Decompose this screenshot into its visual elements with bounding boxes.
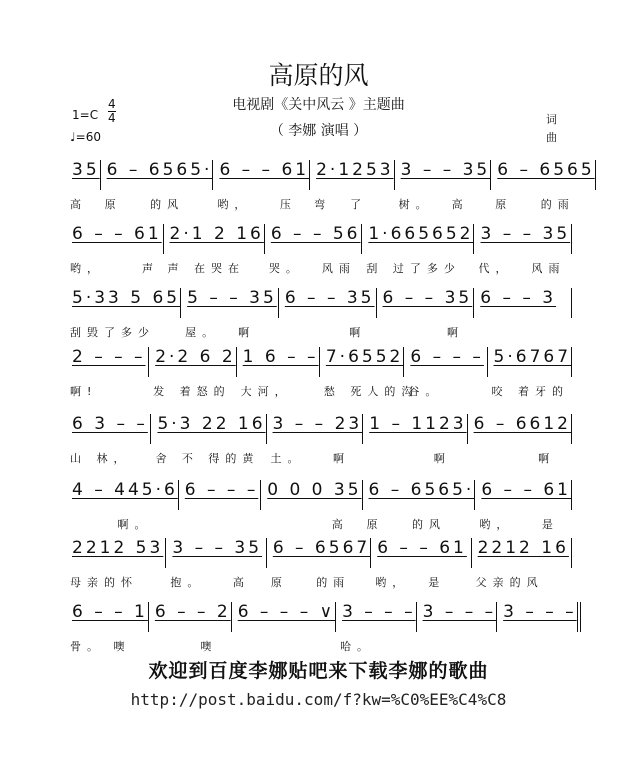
staff-line	[66, 288, 572, 339]
measure-notes: 6 – – 3	[480, 288, 557, 308]
song-title: 高原的风	[268, 61, 369, 90]
measure	[66, 288, 181, 339]
measure-lyrics: 母亲的怀	[70, 576, 138, 589]
measure-notes: 6 – – 1	[72, 602, 148, 622]
measure	[149, 347, 236, 398]
measure	[377, 288, 475, 339]
measure-lyrics: 原 的风	[366, 518, 447, 531]
measure-notes: 3 – – –	[503, 602, 577, 622]
measure-lyrics: 哟， 是	[479, 518, 559, 531]
measure-lyrics: 高	[265, 518, 349, 531]
measure	[497, 602, 581, 632]
measure-lyrics: 弯 了	[314, 198, 368, 211]
measure	[261, 480, 362, 531]
forum-url[interactable]: http://post.baidu.com/f?kw=%C0%EE%C4%C8	[130, 690, 507, 709]
measure-notes: 5·6767	[493, 347, 572, 367]
measure	[151, 414, 266, 465]
singer: （ 李娜 演唱 ）	[269, 123, 368, 139]
measure	[468, 414, 572, 465]
measure	[267, 538, 371, 589]
measure-notes: 3 – – 35	[172, 538, 263, 558]
measure-lyrics: 啊!	[70, 385, 98, 398]
measure	[164, 224, 265, 275]
measure	[181, 288, 279, 339]
measure-notes: 6 – 6612	[473, 414, 571, 434]
measure-lyrics: 啊	[367, 452, 451, 465]
measure	[66, 160, 101, 211]
time-signature	[108, 98, 116, 125]
measure-notes: 5·33 5 65	[72, 288, 181, 308]
measure-lyrics: 大河，	[240, 385, 292, 398]
measure-lyrics: 代， 风雨	[478, 262, 566, 275]
measure-lyrics: 屋。 啊	[185, 326, 256, 339]
measure-notes: 2212 16	[477, 538, 569, 558]
measure-notes: 6 – – 56	[270, 224, 361, 244]
time-top: 4	[108, 97, 116, 111]
measure-lyrics: 哟， 是	[375, 576, 446, 589]
measure-notes: 6 – 6567	[272, 538, 371, 558]
measure-lyrics: 愁 死人的沟	[323, 385, 419, 398]
measure	[404, 347, 487, 398]
measure	[66, 414, 151, 465]
measure-lyrics: 山 林，	[70, 452, 131, 465]
staff-line	[66, 414, 572, 465]
measure-notes: 3 – – 35	[400, 160, 491, 180]
measure-notes: 2·1 2 16	[169, 224, 264, 244]
measure	[66, 538, 166, 589]
measure-lyrics: 噢	[152, 640, 218, 653]
measure-lyrics: 高	[70, 198, 87, 211]
measure-notes: 5·3 22 16	[157, 414, 266, 434]
measure	[488, 347, 572, 398]
measure-lyrics: 原 的风	[104, 198, 185, 211]
staff-line	[66, 224, 572, 275]
staff-line	[66, 602, 577, 653]
measure-lyrics: 原 的雨	[270, 576, 351, 589]
measure	[213, 160, 310, 211]
measure-lyrics: 哟， 压	[217, 198, 297, 211]
credits	[546, 111, 557, 147]
measure	[237, 347, 320, 398]
measure	[267, 414, 364, 465]
measure-notes: 3 – – 35	[480, 224, 571, 244]
measure-lyrics: 父亲的风	[475, 576, 544, 589]
measure-lyrics: 谷。	[408, 385, 443, 398]
measure-notes: 3 – – –	[342, 602, 416, 622]
lyricist-label: 词	[546, 113, 557, 126]
measure	[363, 414, 467, 465]
measure-notes: 1·665652	[368, 224, 474, 244]
measure-notes: 6 – – – ∨	[237, 602, 336, 622]
staff-line	[66, 347, 572, 398]
measure	[336, 602, 417, 653]
tempo-marking: ♩=60	[70, 130, 101, 144]
measure-lyrics: 抱。 高	[170, 576, 250, 589]
measure	[232, 602, 336, 632]
measure-notes: 6 – – 35	[382, 288, 473, 308]
measure-notes: 6 3 – –	[72, 414, 148, 434]
measure-lyrics: 咬 着牙的	[491, 385, 570, 398]
measure	[66, 602, 149, 653]
measure-lyrics: 刮毁了多少	[70, 326, 155, 339]
measure	[474, 288, 572, 318]
composer-label: 曲	[546, 131, 557, 144]
measure-lyrics: 发 着怒的	[153, 385, 231, 398]
measure	[363, 480, 476, 531]
time-bottom: 4	[108, 111, 116, 125]
measure	[491, 160, 595, 211]
measure-notes: 6 – 6565·	[368, 480, 475, 500]
measure-notes: 6 – – 35	[284, 288, 375, 308]
measure-notes: 2·2 6 2	[155, 347, 236, 367]
measure-lyrics: 啊	[471, 452, 556, 465]
measure	[371, 538, 471, 589]
measure-notes: 7·6552	[325, 347, 404, 367]
measure	[417, 602, 498, 632]
measure-lyrics: 啊	[282, 326, 367, 339]
measure	[166, 538, 266, 589]
measure	[475, 480, 572, 531]
measure	[310, 160, 394, 211]
staff-line	[66, 160, 595, 211]
measure-lyrics: 原 的雨	[495, 198, 575, 211]
measure	[149, 602, 232, 653]
staff-line	[66, 538, 572, 589]
measure-notes: 6 – – 61	[481, 480, 571, 500]
measure-notes: 6 – – –	[184, 480, 259, 500]
measure-lyrics: 啊。	[70, 518, 152, 531]
measure-lyrics: 土。 啊	[270, 452, 351, 465]
measure	[395, 160, 492, 211]
measure-notes: 5 – – 35	[187, 288, 277, 308]
measure	[66, 480, 179, 531]
measure	[265, 224, 363, 275]
measure	[66, 224, 164, 275]
measure-lyrics: 舍 不 得的黄	[155, 452, 260, 465]
measure-lyrics: 哈。	[340, 640, 375, 653]
measure-notes: 1 6 – –	[242, 347, 319, 367]
measure	[362, 224, 474, 275]
measure-notes: 2212 53	[72, 538, 164, 558]
measure-lyrics: 树。 高	[398, 198, 469, 211]
measure-notes: 6 – – 2	[154, 602, 231, 622]
measure	[101, 160, 214, 211]
measure-notes: 6 – – –	[410, 347, 484, 367]
measure-notes: 6 – 6565·	[106, 160, 213, 180]
measure-notes: 1 – 1123	[369, 414, 467, 434]
measure-lyrics: 哟， 声	[70, 262, 159, 275]
measure-lyrics: 声 在哭在	[167, 262, 246, 275]
measure-notes: 2 – – –	[72, 347, 146, 367]
measure	[66, 347, 149, 398]
measure-notes: 4 – 445·6	[72, 480, 178, 500]
measure	[472, 538, 572, 589]
measure-notes: 3 – – –	[422, 602, 497, 622]
staff-line	[66, 480, 572, 531]
measure	[474, 224, 572, 275]
measure-lyrics: 刮 过了多少	[366, 262, 461, 275]
measure	[320, 347, 419, 398]
measure-lyrics: 哭。 风雨	[268, 262, 356, 275]
measure-lyrics: 骨。 噢	[70, 640, 131, 653]
measure-notes: 6 – – 61	[72, 224, 162, 244]
measure	[279, 288, 377, 339]
measure-notes: 6 – 6565	[497, 160, 595, 180]
measure-notes: 3 – – 23	[272, 414, 363, 434]
song-subtitle: 电视剧《关中风云 》主题曲	[232, 97, 405, 113]
measure-notes: 35	[72, 160, 100, 180]
measure-notes: 2·1253	[316, 160, 394, 180]
measure-notes: 6 – – 61	[219, 160, 310, 180]
measure-notes: 6 – – 61	[377, 538, 467, 558]
measure-notes: 0 0 0 35	[267, 480, 362, 500]
promo-text: 欢迎到百度李娜贴吧来下载李娜的歌曲	[148, 660, 489, 682]
key-signature: 1=C	[72, 108, 99, 122]
measure	[179, 480, 261, 510]
measure-lyrics: 啊	[380, 326, 465, 339]
